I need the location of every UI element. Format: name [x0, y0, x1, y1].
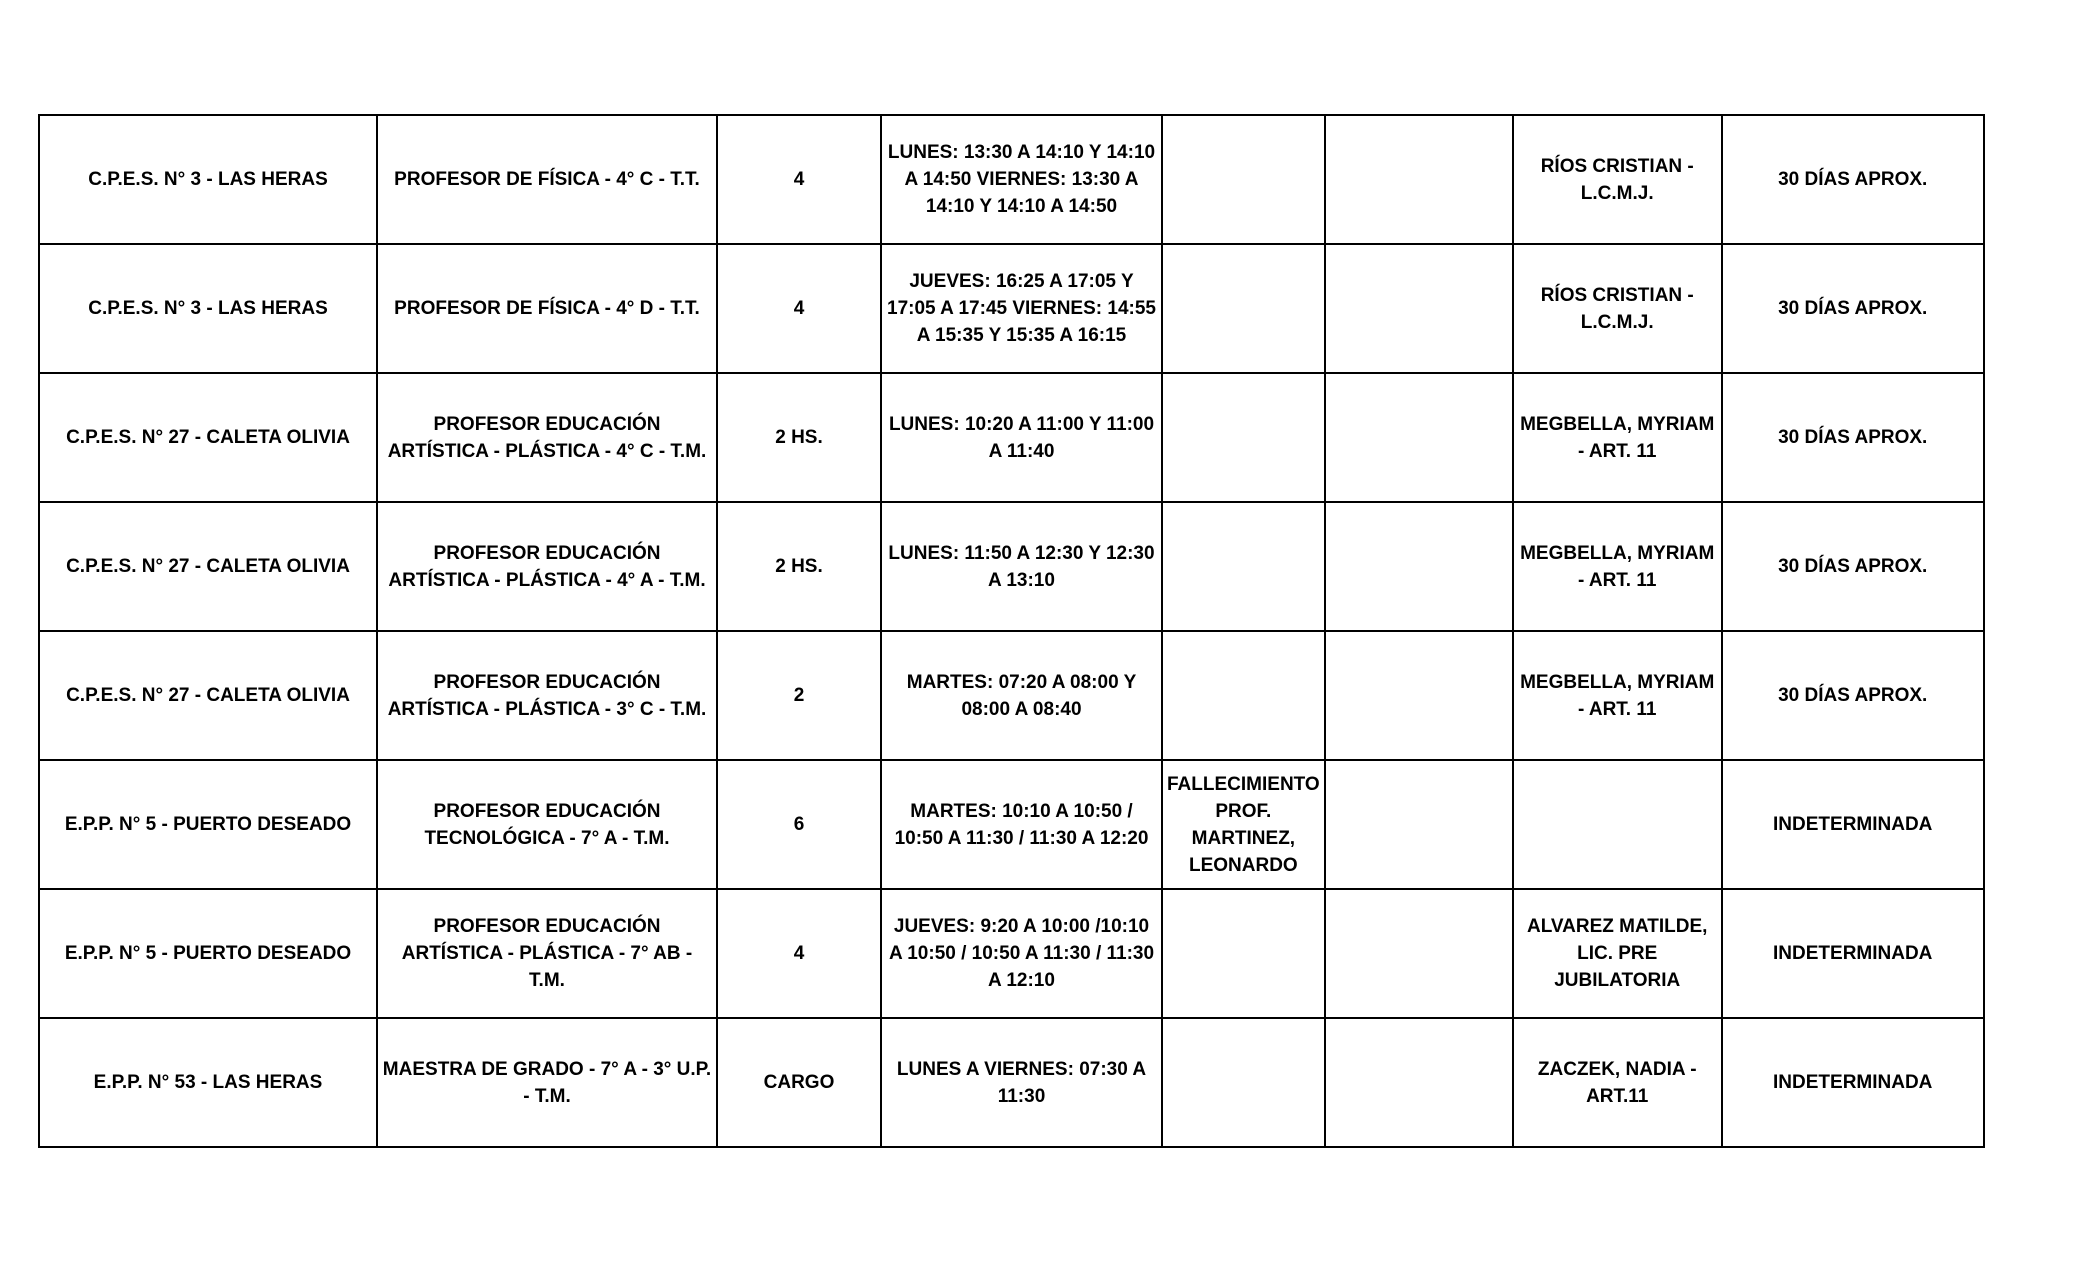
- table-row: [39, 115, 1984, 244]
- school-cell: C.P.E.S. N° 27 - CALETA OLIVIA: [39, 631, 377, 760]
- position-cell: MAESTRA DE GRADO - 7° A - 3° U.P. - T.M.: [377, 1018, 717, 1147]
- hours-cell: 2 HS.: [717, 373, 881, 502]
- schedule-cell: LUNES: 11:50 A 12:30 Y 12:30 A 13:10: [881, 502, 1162, 631]
- reason-cell: [1162, 244, 1325, 373]
- holder-cell: [1513, 760, 1722, 889]
- schedule-cell: MARTES: 07:20 A 08:00 Y 08:00 A 08:40: [881, 631, 1162, 760]
- table-row: [39, 631, 1984, 760]
- holder-cell: ALVAREZ MATILDE, LIC. PRE JUBILATORIA: [1513, 889, 1722, 1018]
- reason-cell: FALLECIMIENTO PROF. MARTINEZ, LEONARDO: [1162, 760, 1325, 889]
- table-row: [39, 373, 1984, 502]
- extra-cell: [1325, 244, 1513, 373]
- schedule-cell: LUNES: 10:20 A 11:00 Y 11:00 A 11:40: [881, 373, 1162, 502]
- table-row: [39, 1018, 1984, 1147]
- duration-cell: 30 DÍAS APROX.: [1722, 502, 1984, 631]
- schedule-cell: JUEVES: 9:20 A 10:00 /10:10 A 10:50 / 10:50 A 11:30 / 11:30 A 12:10: [881, 889, 1162, 1018]
- table-row: [39, 760, 1984, 889]
- position-cell: PROFESOR DE FÍSICA - 4° C - T.T.: [377, 115, 717, 244]
- extra-cell: [1325, 115, 1513, 244]
- hours-cell: 6: [717, 760, 881, 889]
- school-cell: C.P.E.S. N° 3 - LAS HERAS: [39, 244, 377, 373]
- table-row: [39, 244, 1984, 373]
- school-cell: C.P.E.S. N° 27 - CALETA OLIVIA: [39, 373, 377, 502]
- extra-cell: [1325, 373, 1513, 502]
- reason-cell: [1162, 1018, 1325, 1147]
- holder-cell: MEGBELLA, MYRIAM - ART. 11: [1513, 373, 1722, 502]
- holder-cell: RÍOS CRISTIAN - L.C.M.J.: [1513, 244, 1722, 373]
- duration-cell: INDETERMINADA: [1722, 760, 1984, 889]
- school-cell: E.P.P. N° 5 - PUERTO DESEADO: [39, 760, 377, 889]
- hours-cell: 2: [717, 631, 881, 760]
- position-cell: PROFESOR EDUCACIÓN ARTÍSTICA - PLÁSTICA - 3° C - T.M.: [377, 631, 717, 760]
- reason-cell: [1162, 631, 1325, 760]
- schedule-cell: JUEVES: 16:25 A 17:05 Y 17:05 A 17:45 VIERNES: 14:55 A 15:35 Y 15:35 A 16:15: [881, 244, 1162, 373]
- position-cell: PROFESOR EDUCACIÓN ARTÍSTICA - PLÁSTICA - 4° C - T.M.: [377, 373, 717, 502]
- extra-cell: [1325, 889, 1513, 1018]
- reason-cell: [1162, 889, 1325, 1018]
- school-cell: E.P.P. N° 53 - LAS HERAS: [39, 1018, 377, 1147]
- schedule-cell: LUNES A VIERNES: 07:30 A 11:30: [881, 1018, 1162, 1147]
- extra-cell: [1325, 760, 1513, 889]
- extra-cell: [1325, 1018, 1513, 1147]
- schedule-cell: MARTES: 10:10 A 10:50 / 10:50 A 11:30 / 11:30 A 12:20: [881, 760, 1162, 889]
- duration-cell: INDETERMINADA: [1722, 1018, 1984, 1147]
- holder-cell: MEGBELLA, MYRIAM - ART. 11: [1513, 631, 1722, 760]
- extra-cell: [1325, 502, 1513, 631]
- hours-cell: 4: [717, 115, 881, 244]
- hours-cell: 4: [717, 889, 881, 1018]
- school-cell: C.P.E.S. N° 3 - LAS HERAS: [39, 115, 377, 244]
- duration-cell: 30 DÍAS APROX.: [1722, 373, 1984, 502]
- position-cell: PROFESOR EDUCACIÓN ARTÍSTICA - PLÁSTICA - 7° AB - T.M.: [377, 889, 717, 1018]
- vacancies-table: [38, 114, 1985, 1148]
- holder-cell: MEGBELLA, MYRIAM - ART. 11: [1513, 502, 1722, 631]
- duration-cell: INDETERMINADA: [1722, 889, 1984, 1018]
- table-row: [39, 889, 1984, 1018]
- duration-cell: 30 DÍAS APROX.: [1722, 244, 1984, 373]
- holder-cell: ZACZEK, NADIA - ART.11: [1513, 1018, 1722, 1147]
- position-cell: PROFESOR DE FÍSICA - 4° D - T.T.: [377, 244, 717, 373]
- table-body: [39, 115, 1984, 1147]
- table-row: [39, 502, 1984, 631]
- reason-cell: [1162, 373, 1325, 502]
- position-cell: PROFESOR EDUCACIÓN ARTÍSTICA - PLÁSTICA - 4° A - T.M.: [377, 502, 717, 631]
- hours-cell: 2 HS.: [717, 502, 881, 631]
- holder-cell: RÍOS CRISTIAN - L.C.M.J.: [1513, 115, 1722, 244]
- school-cell: C.P.E.S. N° 27 - CALETA OLIVIA: [39, 502, 377, 631]
- duration-cell: 30 DÍAS APROX.: [1722, 631, 1984, 760]
- extra-cell: [1325, 631, 1513, 760]
- duration-cell: 30 DÍAS APROX.: [1722, 115, 1984, 244]
- schedule-cell: LUNES: 13:30 A 14:10 Y 14:10 A 14:50 VIERNES: 13:30 A 14:10 Y 14:10 A 14:50: [881, 115, 1162, 244]
- position-cell: PROFESOR EDUCACIÓN TECNOLÓGICA - 7° A - T.M.: [377, 760, 717, 889]
- hours-cell: CARGO: [717, 1018, 881, 1147]
- hours-cell: 4: [717, 244, 881, 373]
- school-cell: E.P.P. N° 5 - PUERTO DESEADO: [39, 889, 377, 1018]
- reason-cell: [1162, 502, 1325, 631]
- reason-cell: [1162, 115, 1325, 244]
